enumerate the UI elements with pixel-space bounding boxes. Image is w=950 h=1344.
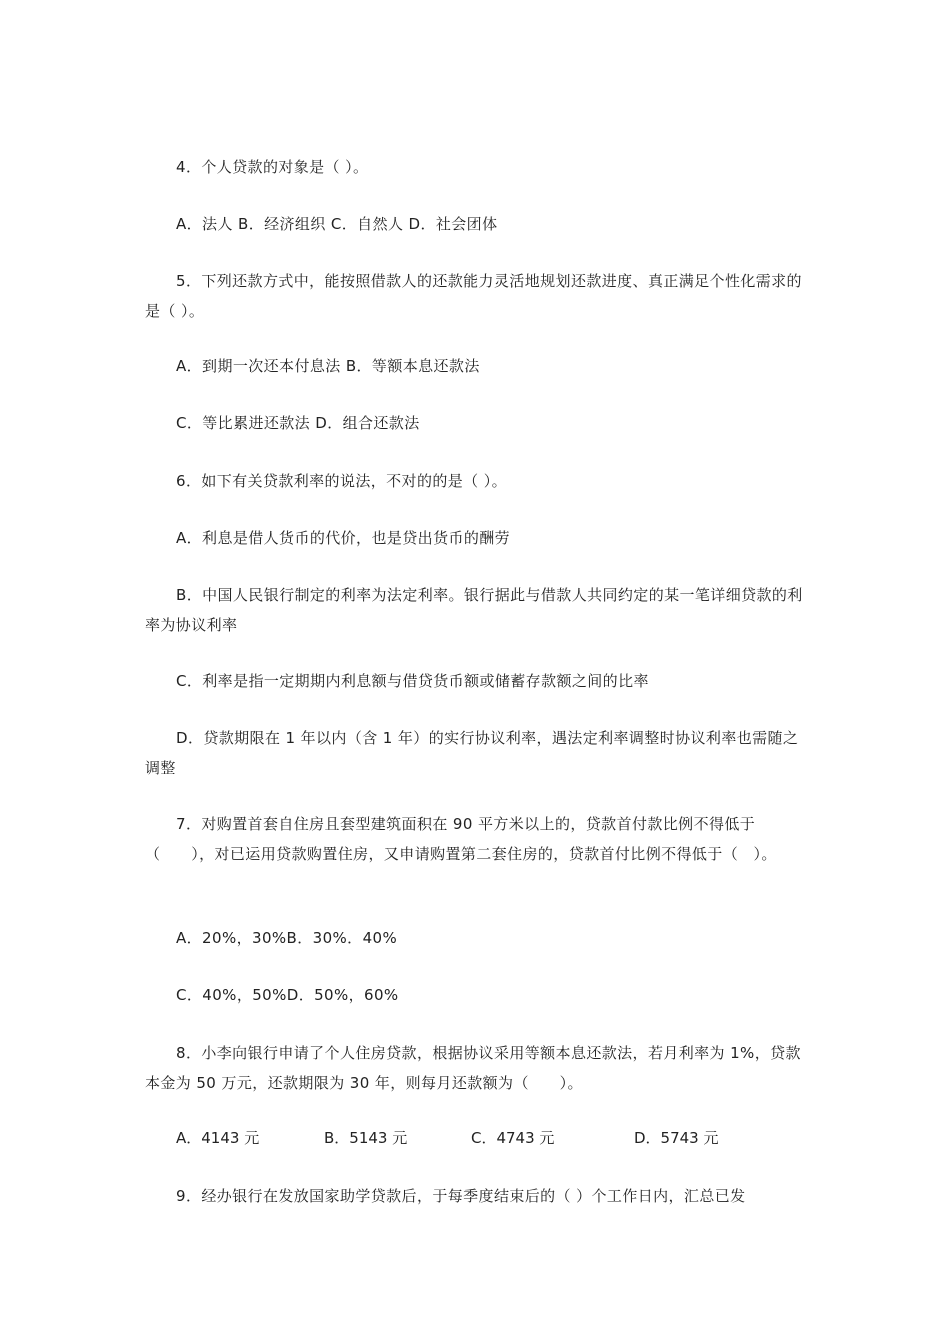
q8-option-b: B．5143 元	[324, 1129, 408, 1147]
q5-stem: 5．下列还款方式中，能按照借款人的还款能力灵活地规划还款进度、真正满足个性化需求的是（ ）。	[145, 272, 802, 320]
q6-option-c: C．利率是指一定期期内利息额与借贷货币额或储蓄存款额之间的比率	[176, 672, 649, 690]
q8-stem: 8．小李向银行申请了个人住房贷款，根据协议采用等额本息还款法，若月利率为 1%，贷款本金为 50 万元，还款期限为 30 年，则每月还款额为（ ）。	[145, 1044, 801, 1092]
q6-option-d: D．贷款期限在 1 年以内（含 1 年）的实行协议利率，遇法定利率调整时协议利率也需随之调整	[145, 729, 799, 777]
q6-option-b: B．中国人民银行制定的利率为法定利率。银行据此与借款人共同约定的某一笔详细贷款的利率为协议利率	[145, 586, 803, 634]
q8-option-c: C．4743 元	[471, 1129, 555, 1147]
q5-options-cd: C．等比累进还款法 D．组合还款法	[176, 414, 420, 432]
q4-stem: 4．个人贷款的对象是（ ）。	[176, 158, 369, 176]
q9-stem: 9．经办银行在发放国家助学贷款后，于每季度结束后的（ ）个工作日内，汇总已发	[176, 1187, 746, 1205]
q7-options-ab: A．20%，30%B．30%．40%	[176, 929, 398, 947]
q8-options	[176, 1123, 796, 1153]
q7-options-cd: C．40%，50%D．50%，60%	[176, 986, 399, 1004]
q8-option-a: A．4143 元	[176, 1129, 260, 1147]
q4-options: A．法人 B．经济组织 C．自然人 D．社会团体	[176, 215, 498, 233]
q6-stem: 6．如下有关贷款利率的说法，不对的的是（ ）。	[176, 472, 508, 490]
q8-option-d: D．5743 元	[634, 1129, 719, 1147]
q6-option-a: A．利息是借人货币的代价，也是贷出货币的酬劳	[176, 529, 511, 547]
q5-options-ab: A．到期一次还本付息法 B．等额本息还款法	[176, 357, 480, 375]
q7-stem: 7．对购置首套自住房且套型建筑面积在 90 平方米以上的，贷款首付款比例不得低于（ ），对已运用贷款购置住房，又申请购置第二套住房的，贷款首付比例不得低于（ ）。	[145, 815, 777, 863]
